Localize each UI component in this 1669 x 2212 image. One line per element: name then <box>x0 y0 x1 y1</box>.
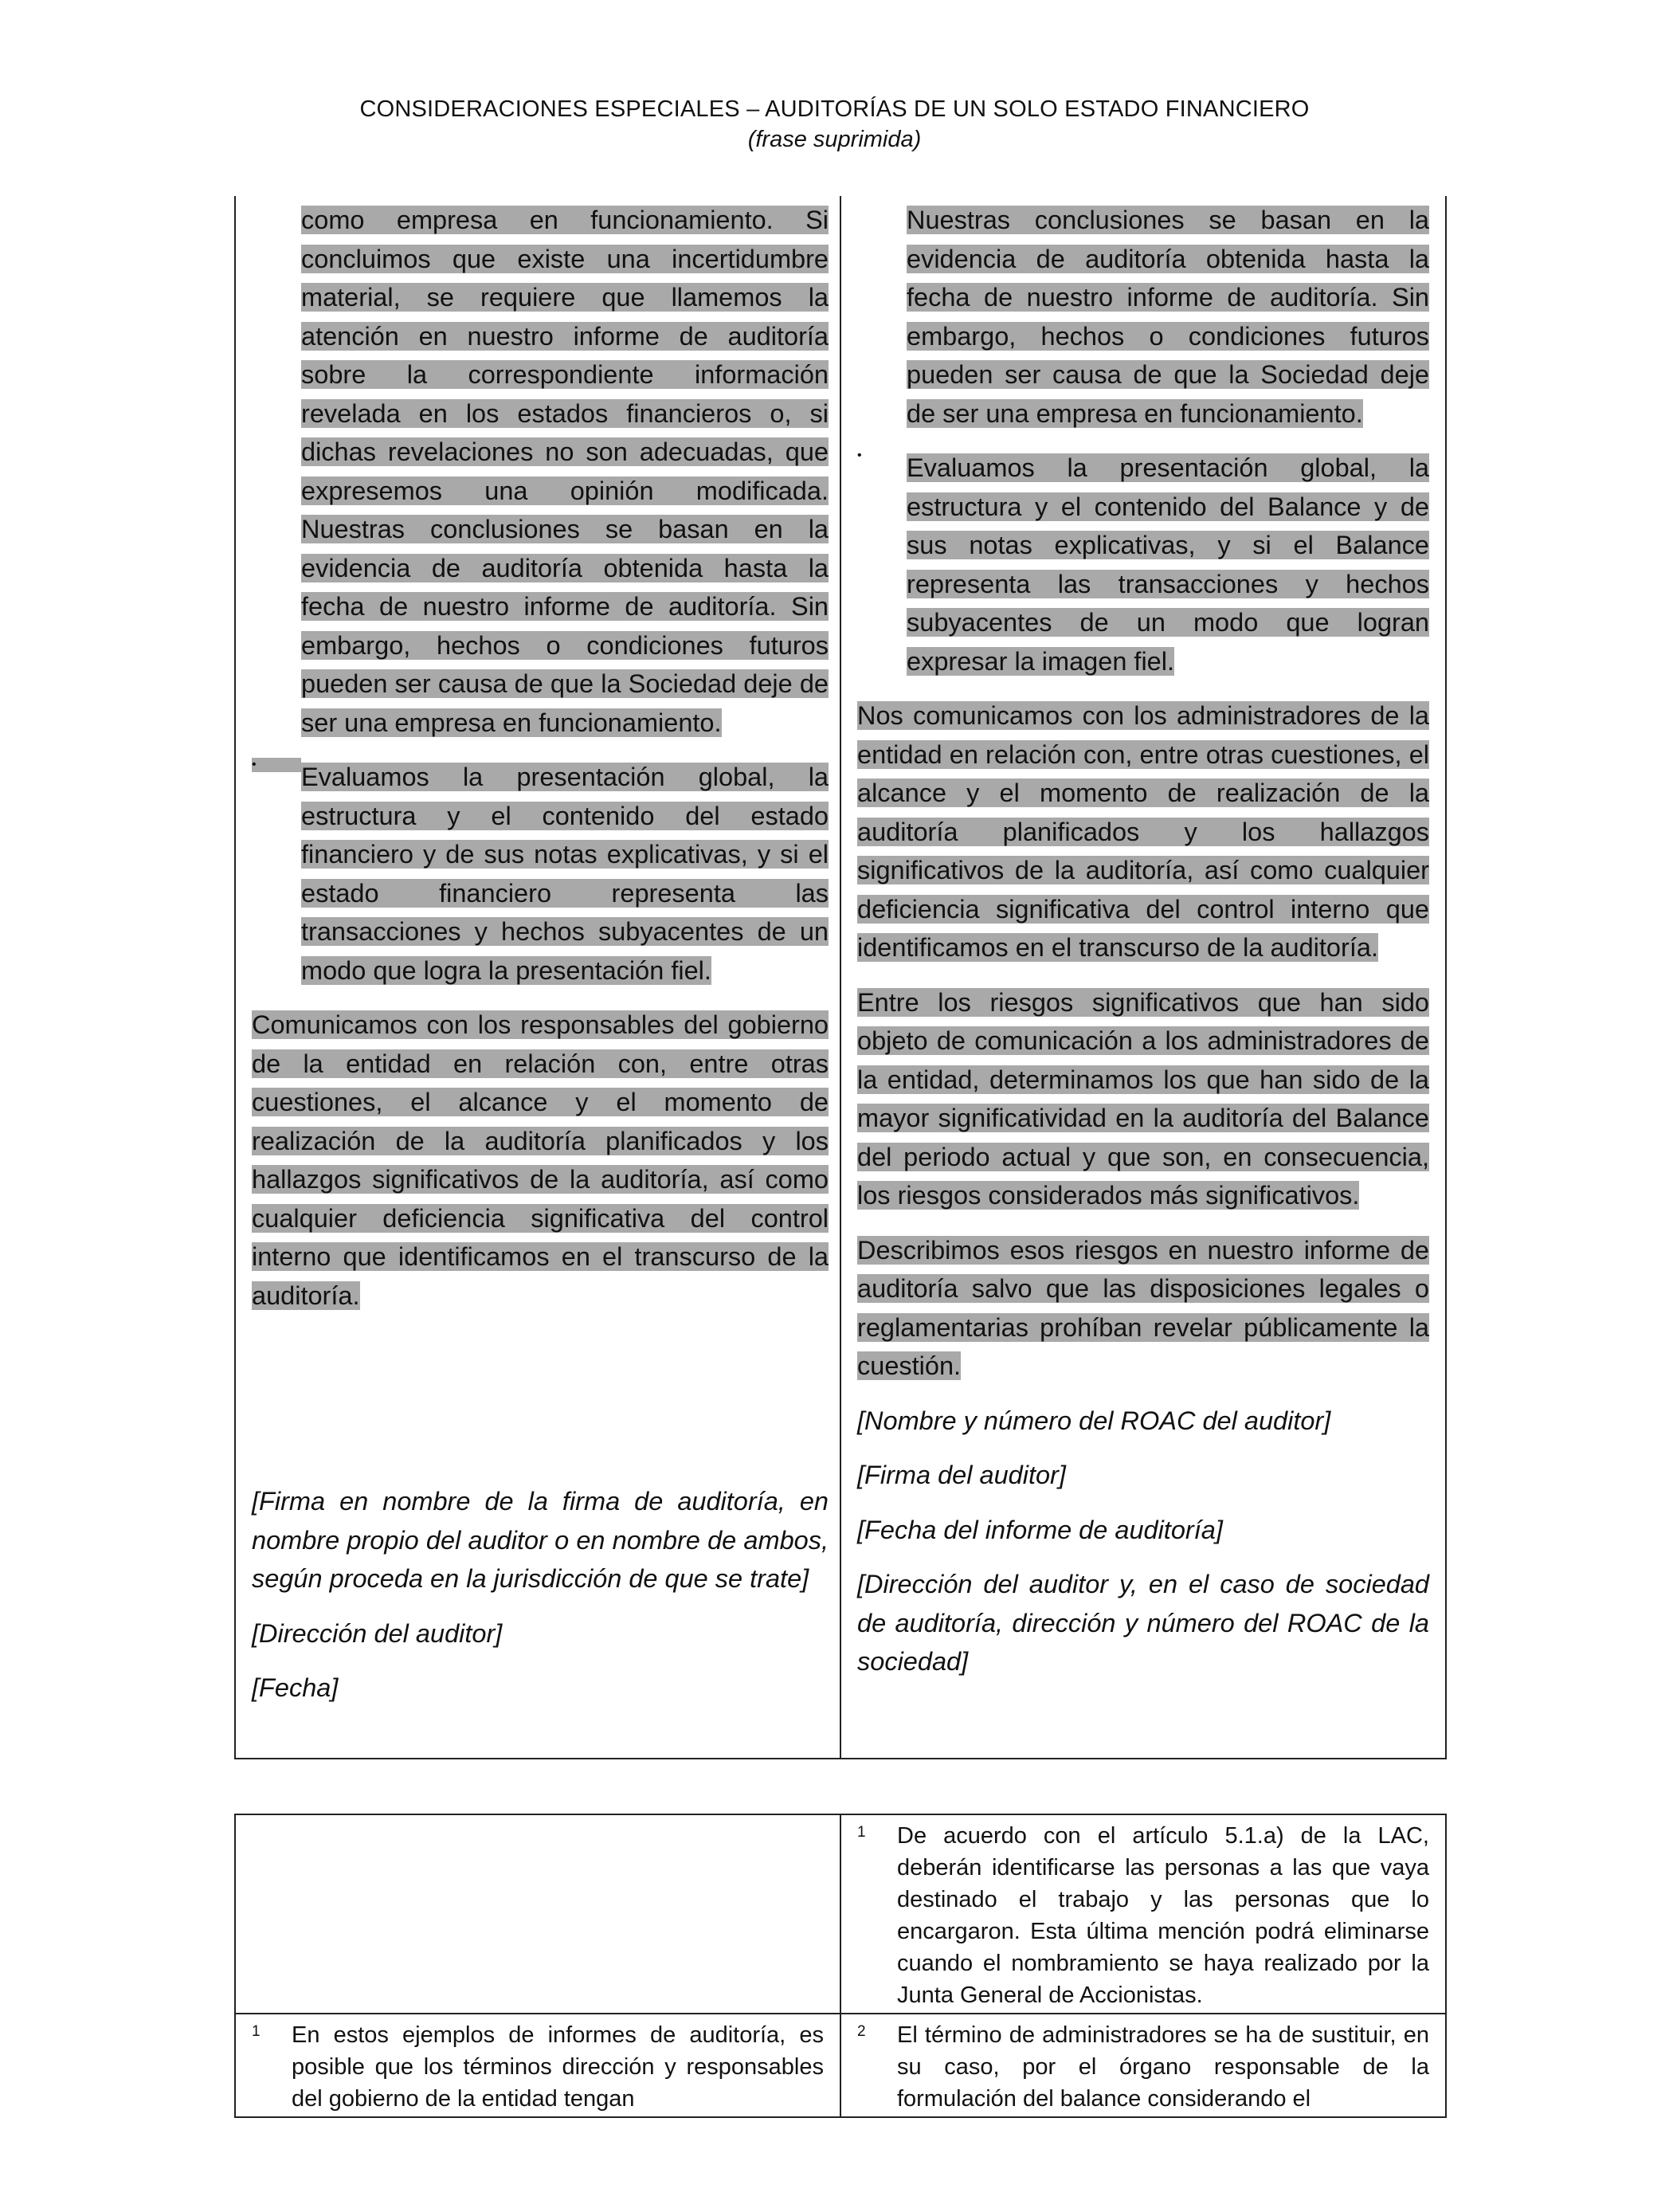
left-communication-paragraph: Comunicamos con los responsables del gobierno de la entidad en relación con, entre otras cuestiones, el alcance y el momento de realización de la auditoría planificados y los hallazgos significativos de la auditoría, así como cualquier deficiencia significativa del control interno que identificamos en el transcurso de la auditoría. <box>252 1010 829 1310</box>
left-bullet-item <box>252 758 829 990</box>
right-continuation-paragraph: Nuestras conclusiones se basan en la evidencia de auditoría obtenida hasta la fecha de nuestro informe de auditoría. Sin embargo, hechos o condiciones futuros pueden ser causa de que la Sociedad deje de ser una empresa en funcionamiento. <box>907 206 1429 428</box>
bullet-icon: • <box>252 758 301 772</box>
right-describe-paragraph: Describimos esos riesgos en nuestro informe de auditoría salvo que las disposiciones legales o reglamentarias prohíban revelar públicamente la cuestión. <box>857 1235 1429 1380</box>
footnote-right-2: 2 El término de administradores se ha de sustituir, en su caso, por el órgano responsable de la formulación del balance considerando el <box>857 2019 1429 2115</box>
footnote-left-1: 1 En estos ejemplos de informes de auditoría, es posible que los términos dirección y responsables del gobierno de la entidad tengan <box>252 2019 824 2115</box>
footnote-number: 1 <box>252 2023 261 2040</box>
left-auditor-address: [Dirección del auditor] <box>252 1618 503 1648</box>
left-signature-firm: [Firma en nombre de la firma de auditoría, en nombre propio del auditor o en nombre de ambos, según proceda en la jurisdicción de que se trate] <box>252 1487 829 1593</box>
left-column <box>235 196 840 1759</box>
right-bullet-text: Evaluamos la presentación global, la estructura y el contenido del Balance y de sus notas explicativas, y si el Balance representa las transacciones y hechos subyacentes de un modo que logran expresar la imagen fiel. <box>907 453 1429 676</box>
footnote-left-1-cell <box>235 2014 840 2117</box>
right-column <box>840 196 1446 1759</box>
document-title: CONSIDERACIONES ESPECIALES – AUDITORÍAS DE UN SOLO ESTADO FINANCIERO <box>359 96 1310 122</box>
right-auditor-signature: [Firma del auditor] <box>857 1461 1066 1489</box>
left-date: [Fecha] <box>252 1673 339 1702</box>
right-risks-paragraph: Entre los riesgos significativos que han sido objeto de comunicación a los administradores de la entidad, determinamos los que han sido de la mayor significatividad en la auditoría del Balance del periodo actual y que son, en consecuencia, los riesgos considerados más significativos. <box>857 987 1429 1210</box>
footnote-right-1: 1 De acuerdo con el artículo 5.1.a) de la LAC, deberán identificarse las personas a las que vaya destinado el trabajo y las personas que lo encargaron. Esta última mención podrá eliminarse cuando el nombramiento se haya realizado por la Junta General de Accionistas. <box>857 1820 1429 2011</box>
right-auditor-address: [Dirección del auditor y, en el caso de sociedad de auditoría, dirección y número del ROAC de la sociedad] <box>857 1570 1429 1676</box>
footnote-number: 1 <box>857 1824 866 1841</box>
right-roac-name: [Nombre y número del ROAC del auditor] <box>857 1406 1331 1435</box>
right-communication-paragraph: Nos comunicamos con los administradores de la entidad en relación con, entre otras cuestiones, el alcance y el momento de realización de la auditoría planificados y los hallazgos significativos de la auditoría, así como cualquier deficiencia significativa del control interno que identificamos en el transcurso de la auditoría. <box>857 701 1429 962</box>
right-bullet-item <box>857 449 1429 680</box>
right-report-date: [Fecha del informe de auditoría] <box>857 1515 1223 1544</box>
comparison-table <box>234 196 1447 1759</box>
footnote-number: 2 <box>857 2023 866 2040</box>
left-continuation-paragraph: como empresa en funcionamiento. Si concluimos que existe una incertidumbre material, se requiere que llamemos la atención en nuestro informe de auditoría sobre la correspondiente información revelada en los estados financieros o, si dichas revelaciones no son adecuadas, que expresemos una opinión modificada. Nuestras conclusiones se basan en la evidencia de auditoría obtenida hasta la fecha de nuestro informe de auditoría. Sin embargo, hechos o condiciones futuros pueden ser causa de que la Sociedad deje de ser una empresa en funcionamiento. <box>301 206 829 737</box>
footnote-right-2-cell <box>840 2014 1446 2117</box>
bullet-icon: • <box>857 449 862 462</box>
page-header <box>0 94 1669 155</box>
footnote-empty-cell <box>235 1814 840 2014</box>
footnote-right-1-cell <box>840 1814 1446 2014</box>
left-bullet-text: Evaluamos la presentación global, la estructura y el contenido del estado financiero y de sus notas explicativas, y si el estado financiero representa las transacciones y hechos subyacentes de un modo que logra la presentación fiel. <box>301 763 829 985</box>
footnotes-table <box>234 1814 1447 2118</box>
document-subtitle: (frase suprimida) <box>747 127 922 152</box>
